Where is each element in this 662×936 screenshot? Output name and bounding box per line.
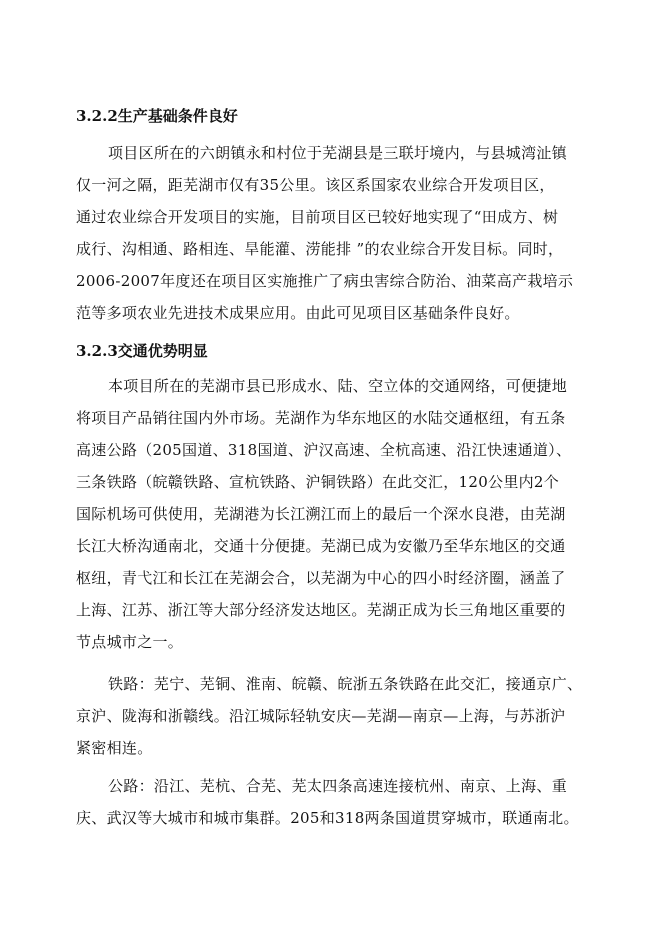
railway-paragraph-line: 铁路：芜宁、芜铜、淮南、皖赣、皖浙五条铁路在此交汇，接通京广、: [108, 675, 583, 693]
paragraph-line: 成行、沟相通、路相连、旱能灌、涝能排 ”的农业综合开发目标。同时，: [76, 240, 564, 258]
paragraph-line: 长江大桥沟通南北，交通十分便捷。芜湖已成为安徽乃至华东地区的交通: [76, 537, 566, 555]
paragraph-line: 仅一河之隔，距芜湖市仅有35公里。该区系国家农业综合开发项目区，: [76, 176, 555, 194]
paragraph-line: 节点城市之一。: [76, 633, 184, 651]
paragraph-line: 枢纽，青弋江和长江在芜湖会合，以芜湖为中心的四小时经济圈，涵盖了: [76, 569, 566, 587]
section-heading-production: 3.2.2生产基础条件良好: [76, 107, 238, 125]
section-heading-transport: 3.2.3交通优势明显: [76, 342, 208, 360]
paragraph-line: 项目区所在的六朗镇永和村位于芜湖县是三联圩境内，与县城湾沚镇: [108, 144, 568, 162]
paragraph-line: 上海、江苏、浙江等大部分经济发达地区。芜湖正成为长三角地区重要的: [76, 601, 566, 619]
paragraph-line: 2006-2007年度还在项目区实施推广了病虫害综合防治、油菜高产栽培示: [76, 272, 574, 290]
railway-paragraph-line: 紧密相连。: [76, 739, 153, 757]
highway-paragraph-line: 公路：沿江、芜杭、合芜、芜太四条高速连接杭州、南京、上海、重: [108, 777, 568, 795]
paragraph-line: 本项目所在的芜湖市县已形成水、陆、空立体的交通网络，可便捷地: [108, 377, 568, 395]
paragraph-line: 高速公路（205国道、318国道、沪汉高速、全杭高速、沿江快速通道）、: [76, 441, 572, 459]
paragraph-line: 将项目产品销往国内外市场。芜湖作为华东地区的水陆交通枢纽，有五条: [76, 409, 566, 427]
railway-paragraph-line: 京沪、陇海和浙赣线。沿江城际轻轨安庆—芜湖—南京—上海，与苏浙沪: [76, 707, 566, 725]
paragraph-line: 三条铁路（皖赣铁路、宣杭铁路、沪铜铁路）在此交汇，120公里内2个: [76, 473, 560, 491]
paragraph-line: 国际机场可供使用，芜湖港为长江溯江而上的最后一个深水良港，由芜湖: [76, 505, 566, 523]
paragraph-line: 通过农业综合开发项目的实施，目前项目区已较好地实现了“田成方、树: [76, 208, 559, 226]
paragraph-line: 范等多项农业先进技术成果应用。由此可见项目区基础条件良好。: [76, 304, 520, 322]
highway-paragraph-line: 庆、武汉等大城市和城市集群。205和318两条国道贯穿城市，联通南北。: [76, 809, 579, 827]
